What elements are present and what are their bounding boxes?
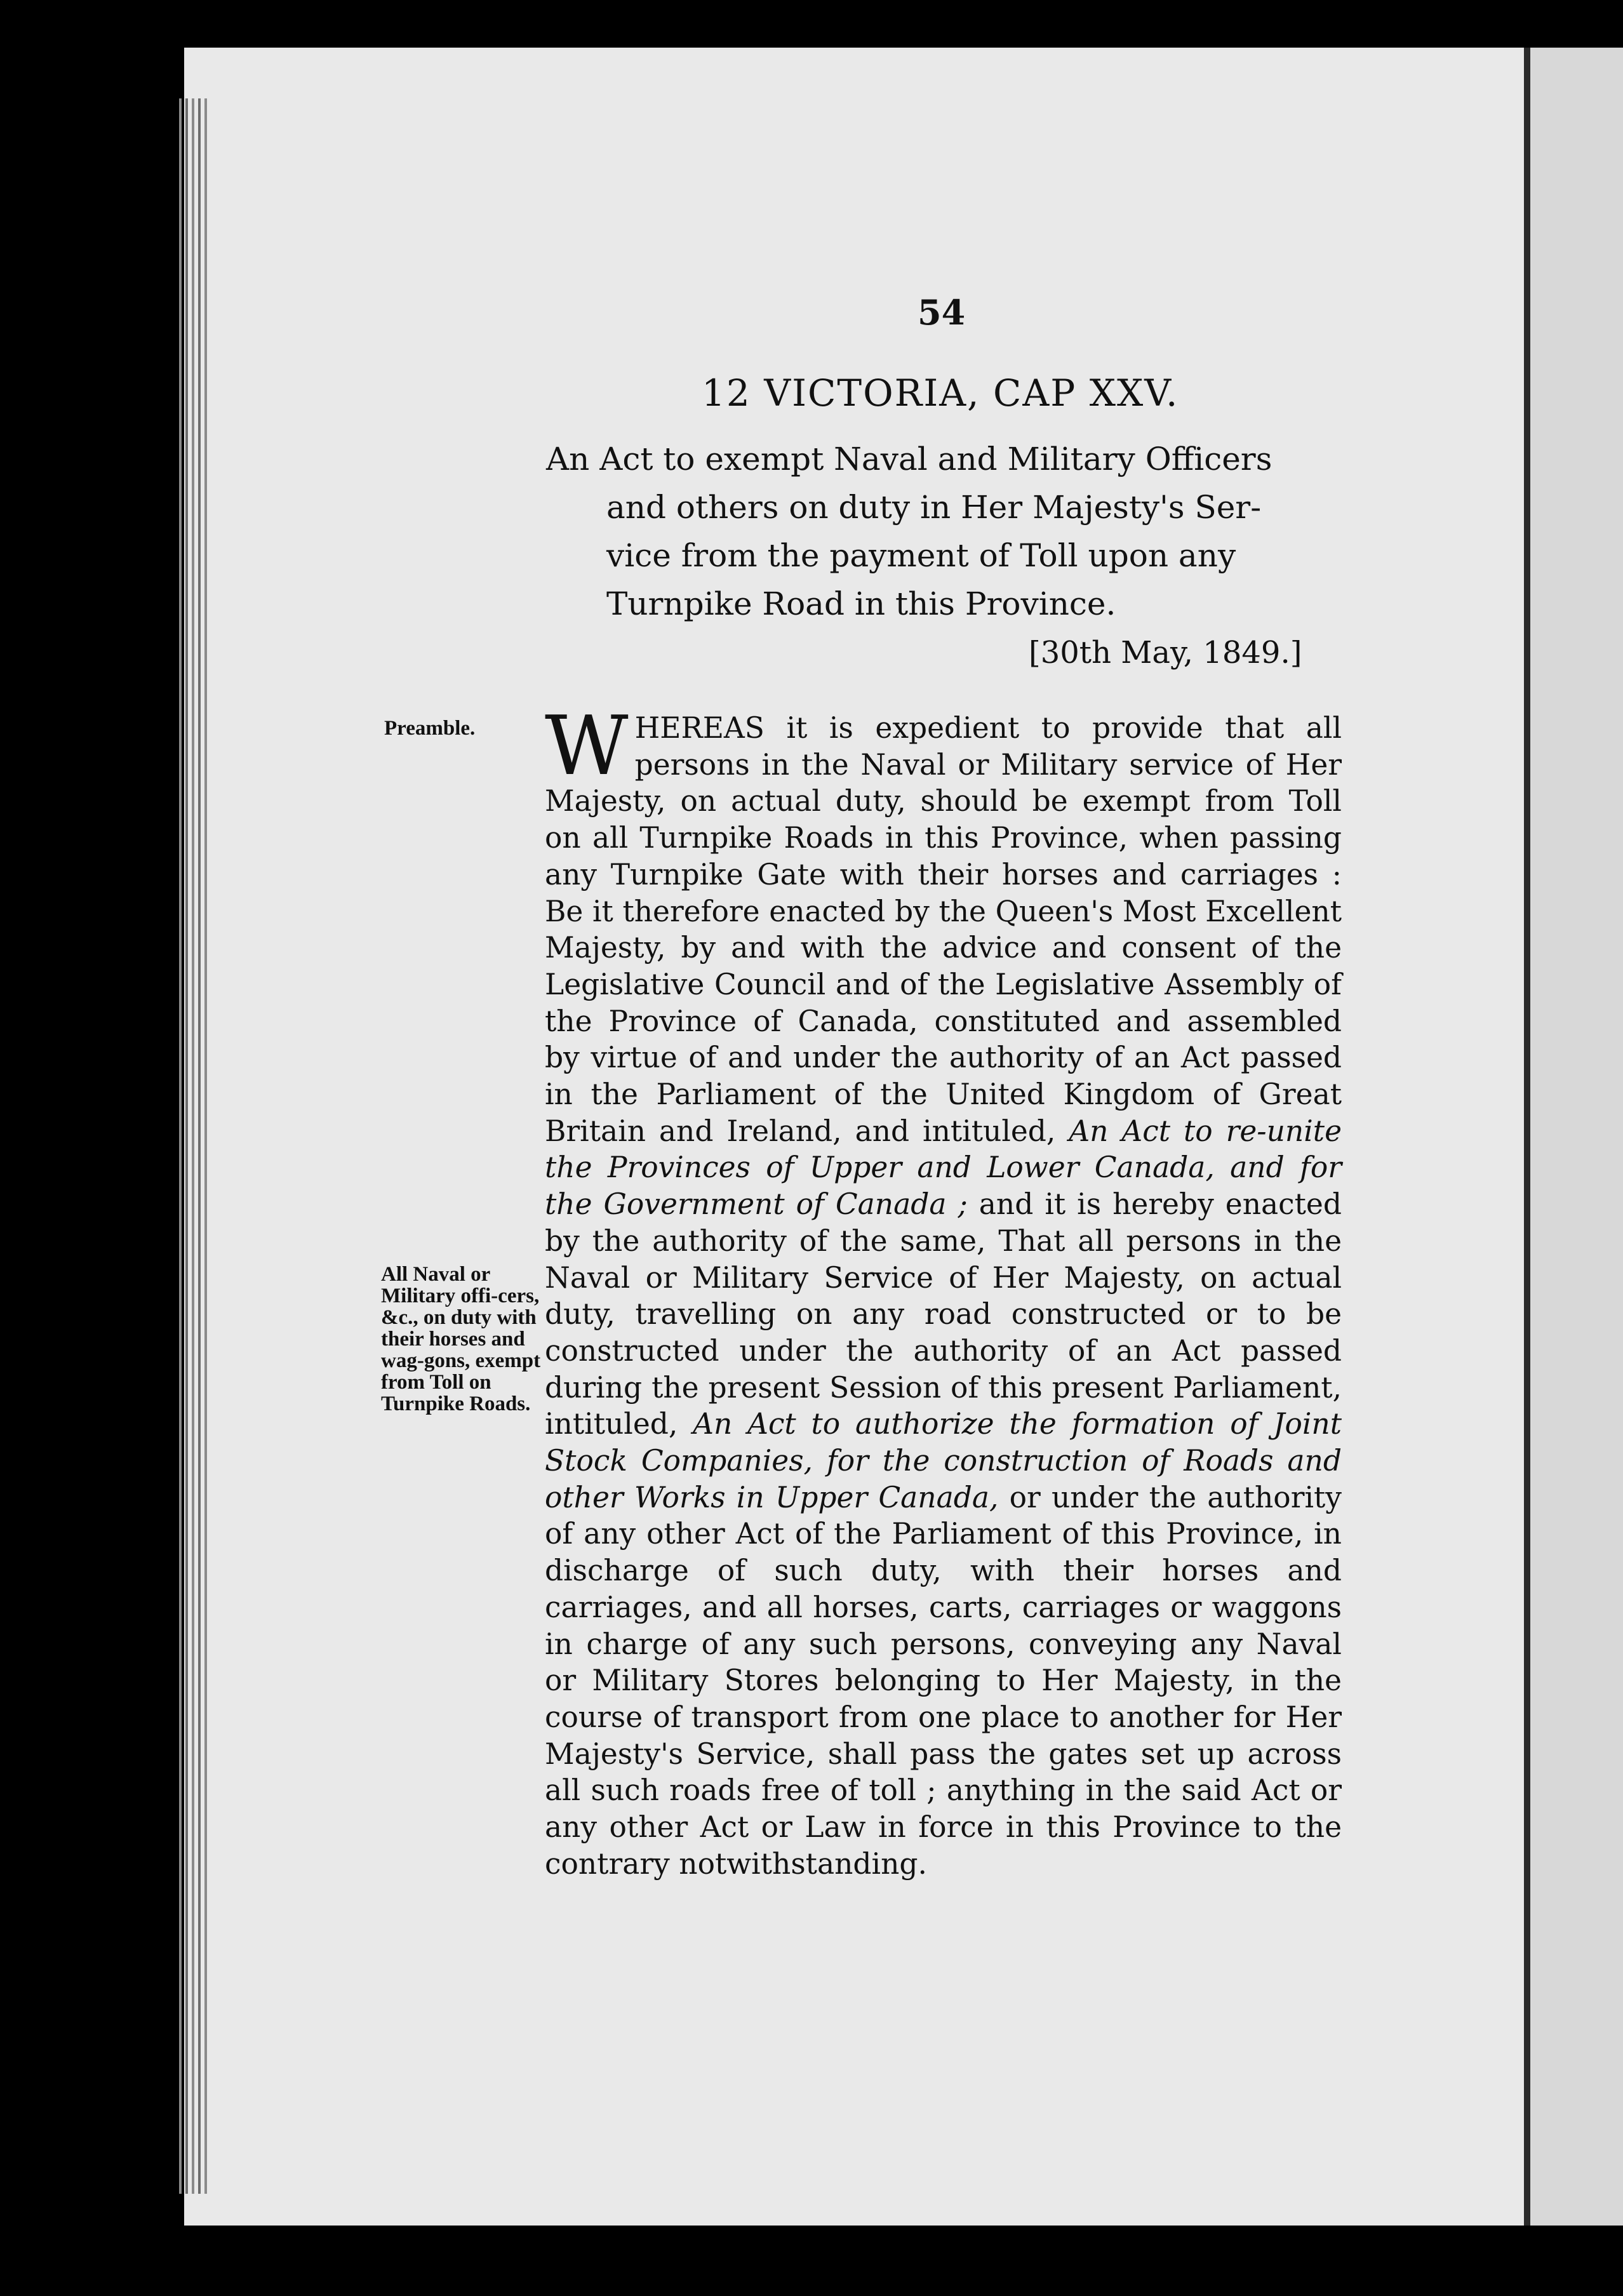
margin-note-preamble: Preamble. (384, 717, 476, 740)
act-title-line: Turnpike Road in this Province. (606, 585, 1116, 622)
enacting-text (545, 699, 1342, 1883)
page-number: 54 (918, 292, 966, 333)
opposite-page-edge (1524, 48, 1623, 2226)
cited-act-title: An Act to re-unite the Provinces of Upper and Lower Canada, and for the Government of Canada ; (545, 1114, 1342, 1222)
act-title (546, 435, 1352, 628)
page-edge (204, 98, 207, 2194)
assent-date: [30th May, 1849.] (1029, 635, 1302, 671)
page-edge (192, 98, 194, 2194)
act-title-line: An Act to exempt Naval and Military Officers (546, 441, 1272, 477)
cited-act-title: An Act to authorize the formation of Joint Stock Companies, for the construction of Roads and other Works in Upper Canada, (545, 1407, 1342, 1514)
body-segment: and it is hereby enacted by the authority of the same, That all persons in the Naval or Military Service of Her Majesty, on actual duty, travelling on any road constructed or to be constructed under the authority of an Act passed during the present Session of this present Parliament, intituled, (545, 1187, 1342, 1441)
act-title-line: and others on duty in Her Majesty's Ser- (606, 489, 1262, 526)
drop-cap: W (545, 699, 629, 794)
margin-note-exemption: All Naval or Military offi-cers, &c., on duty with their horses and wag-gons, exempt from Toll on Turnpike Roads. (381, 1263, 541, 1415)
page-edge (185, 98, 188, 2194)
act-title-line: vice from the payment of Toll upon any (606, 537, 1236, 574)
body-segment: or under the authority of any other Act of the Parliament of this Province, in discharge of such duty, with their horses and carriages, and all horses, carts, carriages or waggons in charge of any such persons, conveying any Naval or Military Stores belonging to Her Majesty, in the course of transport from one place to another for Her Majesty's Service, shall pass the gates set up across all such roads free of toll ; anything in the said Act or any other Act or Law in force in this Province to the contrary notwithstanding. (545, 1480, 1342, 1881)
act-heading: 12 VICTORIA, CAP XXV. (702, 371, 1179, 415)
body-segment: HEREAS it is expedient to provide that all persons in the Naval or Military service of Her Majesty, on actual duty, should be exempt from Toll on all Turnpike Roads in this Province, when passing any Turnpike Gate with their horses and carriages : Be it therefore enacted by the Queen's Most Excellent Majesty, by and with the advice and consent of the Legislative Council and of the Legislative Assembly of the Province of Canada, constituted and assembled by virtue of and under the authority of an Act passed in the Parliament of the United Kingdom of Great Britain and Ireland, and intituled, (545, 711, 1342, 1148)
page-edge (198, 98, 201, 2194)
page-edge (179, 98, 182, 2194)
